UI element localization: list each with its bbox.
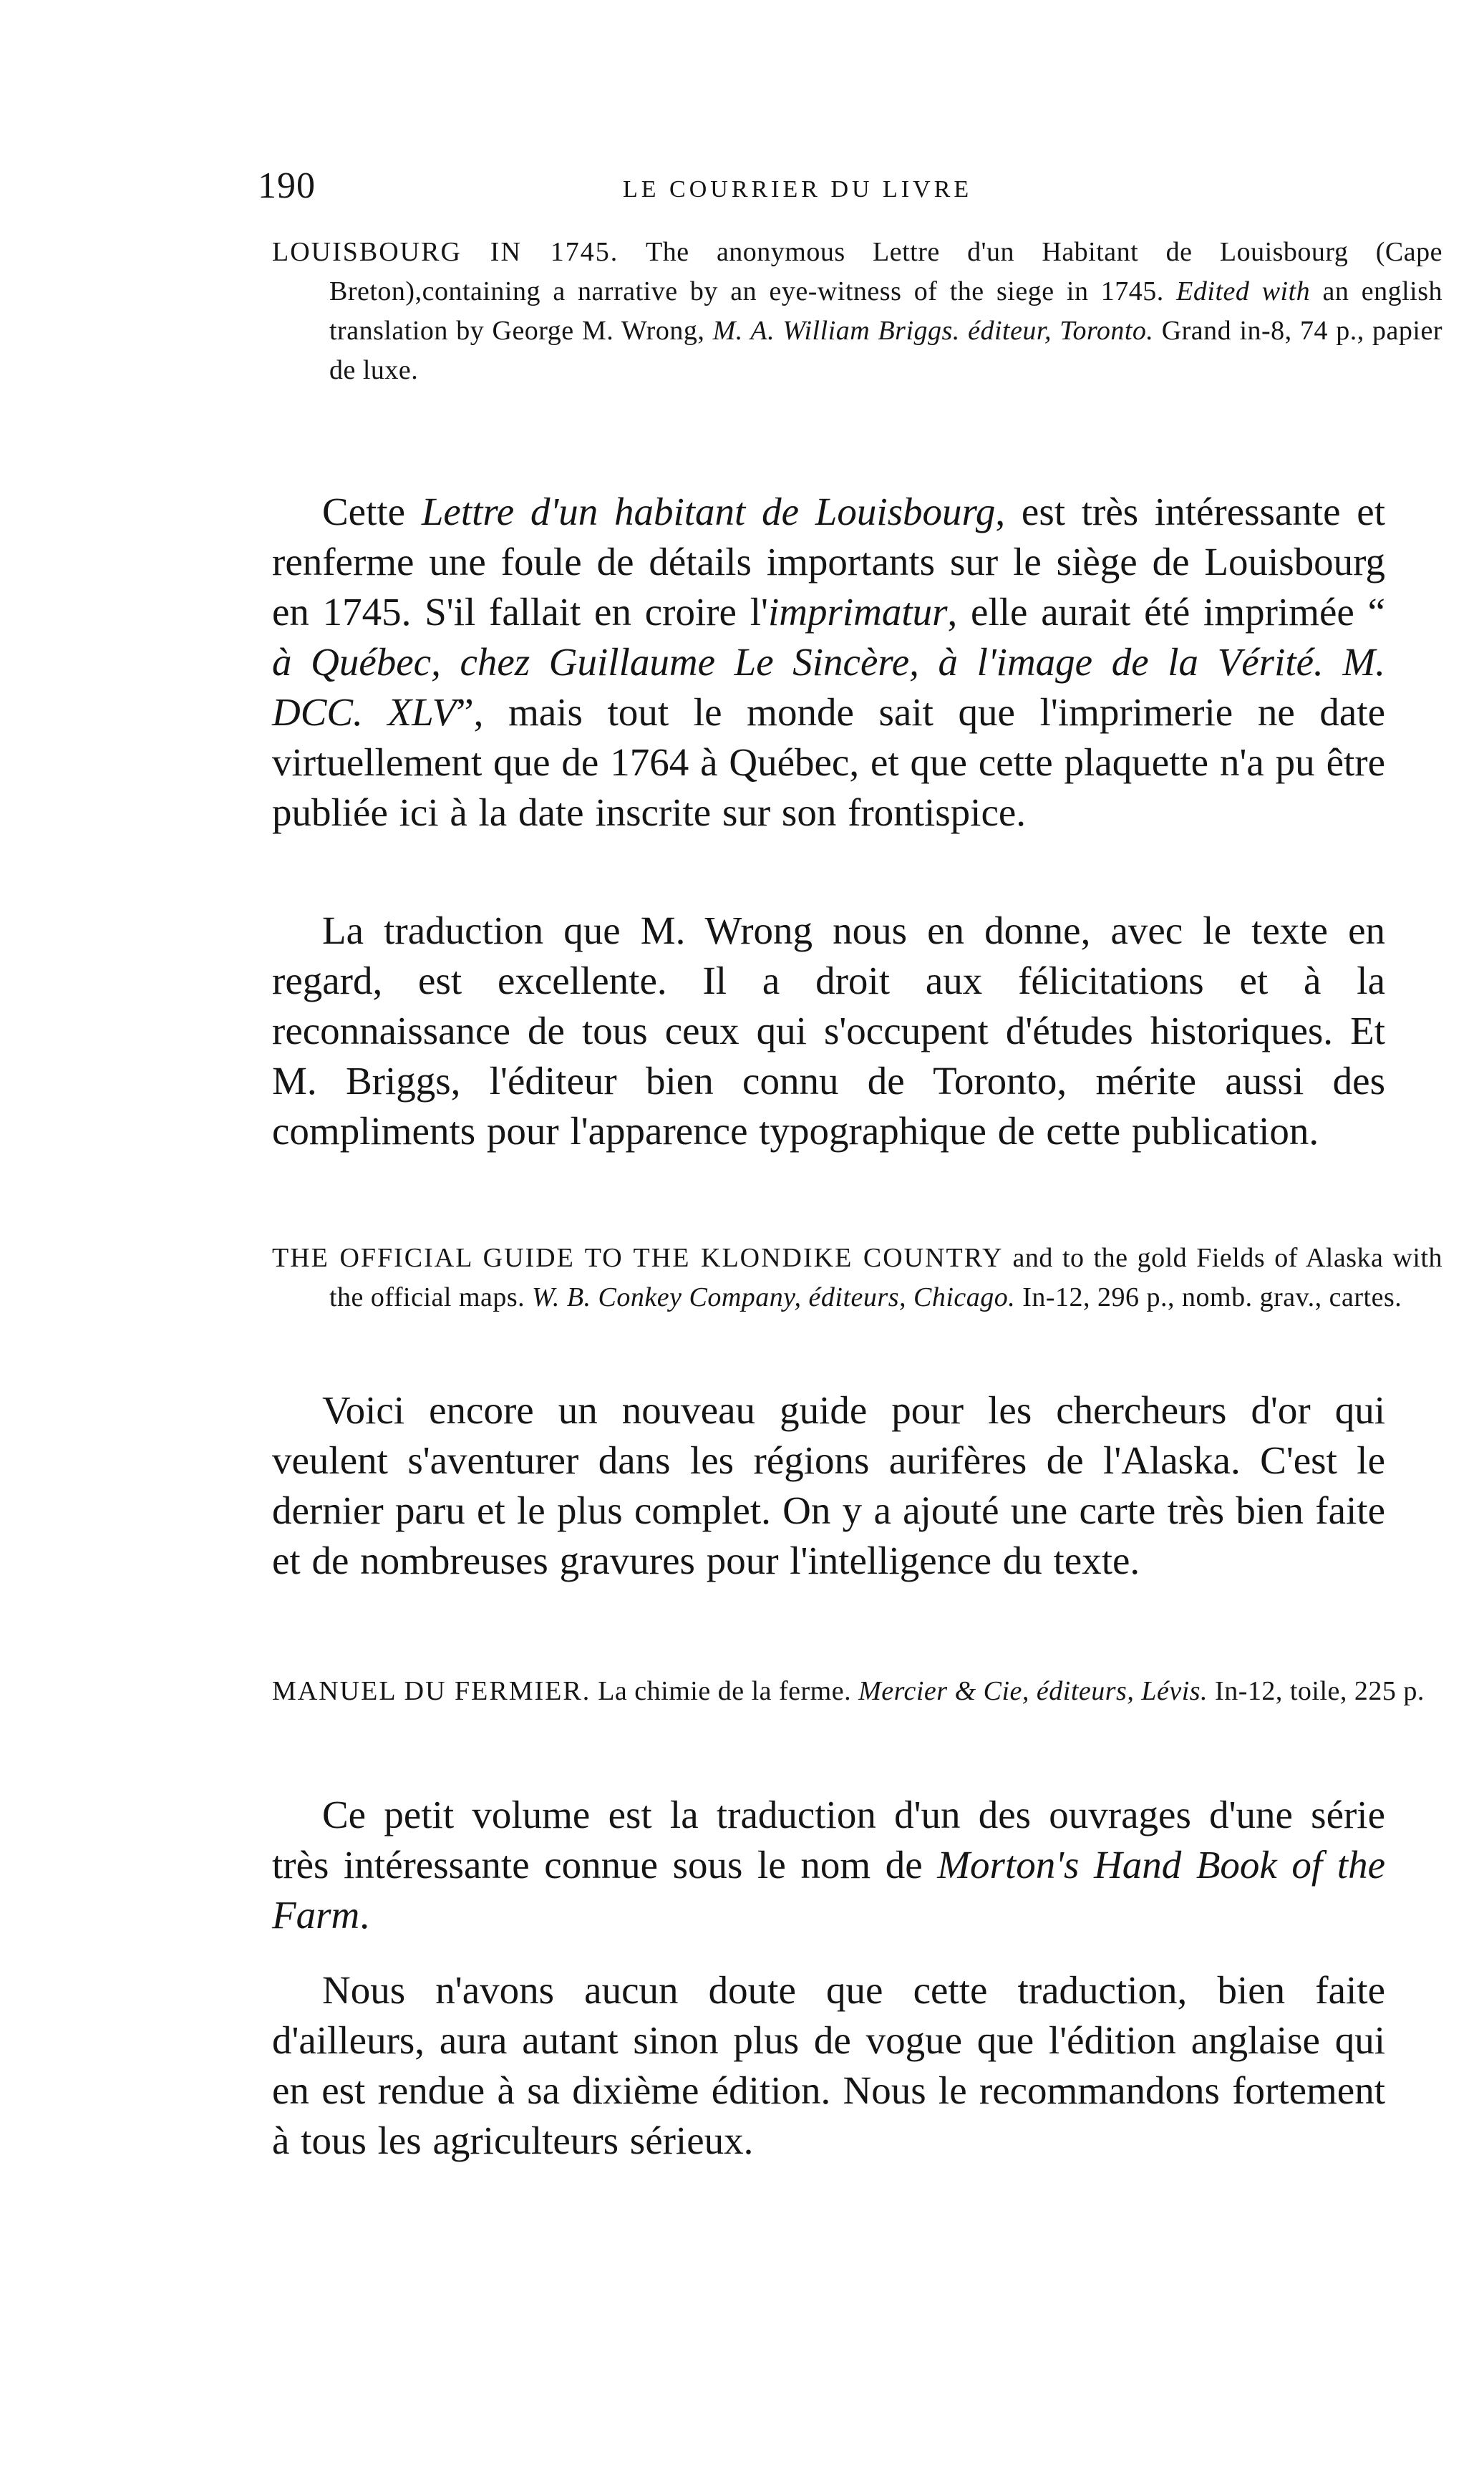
paragraph-italic: Morton's Hand Book of the Farm (272, 1843, 1385, 1937)
running-head (258, 161, 1389, 218)
entry-italic: Edited with (1176, 276, 1311, 306)
paragraph-text: Ce petit volume est la traduction d'un des ouvrages d'une série très intéressante connue sous le nom de (272, 1793, 1385, 1887)
entry-text: Grand in-8, 74 p., papier de luxe. (329, 316, 1442, 385)
paragraph-text: . (359, 1893, 369, 1937)
page-number: 190 (258, 165, 316, 206)
entry-publisher: Mercier & Cie, éditeurs, Lévis. (858, 1676, 1208, 1706)
review-paragraph (272, 1965, 1385, 2166)
review-paragraph (272, 906, 1385, 1156)
entry-heading: THE OFFICIAL GUIDE TO THE KLONDIKE COUNTRY (272, 1243, 1004, 1273)
entry-publisher: M. A. William Briggs. éditeur, Toronto. (712, 316, 1154, 346)
paragraph-italic: à Québec, chez Guillaume Le Sincère, à l'image de la Vérité. M. DCC. XLV (272, 640, 1385, 734)
review-paragraph (272, 487, 1385, 838)
paragraph-text: ”, mais tout le monde sait que l'imprimerie ne date virtuellement que de 1764 à Québec, et que cette plaquette n'a pu être publiée ici à la date inscrite sur son frontispice. (272, 690, 1386, 834)
entry-text: and to the gold Fields of Alaska with the official maps. (329, 1243, 1442, 1312)
running-title: LE COURRIER DU LIVRE (623, 176, 973, 203)
paragraph-text: , est très intéressante et renferme une foule de détails importants sur le siège de Louisbourg en 1745. S'il fallait en croire l' (272, 490, 1386, 634)
entry-text: La chimie de la ferme. (591, 1676, 859, 1706)
entry-publisher: W. B. Conkey Company, éditeurs, Chicago. (532, 1282, 1016, 1312)
paragraph-text: Cette (322, 490, 422, 533)
paragraph-text: Nous n'avons aucun doute que cette traduction, bien faite d'ailleurs, aura autant sinon plus de vogue que l'édition anglaise qui en est rendue à sa dixième édition. Nous le recommandons fortement à tous les agriculteurs sérieux. (272, 1968, 1385, 2162)
bibliographic-entry-manuel (272, 1672, 1442, 1711)
paragraph-italic: imprimatur (767, 590, 948, 634)
bibliographic-entry-louisbourg (272, 233, 1442, 390)
bibliographic-entry-klondike (272, 1239, 1442, 1317)
review-paragraph (272, 1790, 1385, 1940)
paragraph-text: La traduction que M. Wrong nous en donne, avec le texte en regard, est excellente. Il a droit aux félicitations et à la reconnaissance de tous ceux qui s'occupent d'études historiques. Et M. Briggs, l'éditeur bien connu de Toronto, mérite aussi des compliments pour l'apparence typographique de cette publication. (272, 909, 1385, 1153)
entry-text: In-12, 296 p., nomb. grav., cartes. (1015, 1282, 1402, 1312)
paragraph-italic: Lettre d'un habitant de Louisbourg (421, 490, 996, 533)
entry-text: an english translation by George M. Wrong, (329, 276, 1443, 346)
entry-text: The anonymous Lettre d'un Habitant de Louisbourg (Cape Breton),containing a narrative by an eye-witness of the siege in 1745. (329, 237, 1443, 306)
entry-heading: LOUISBOURG IN 1745. (272, 237, 619, 267)
paragraph-text: , elle aurait été imprimée “ (947, 590, 1385, 634)
paragraph-text: Voici encore un nouveau guide pour les chercheurs d'or qui veulent s'aventurer dans les régions aurifères de l'Alaska. C'est le dernier paru et le plus complet. On y a ajouté une carte très bien faite et de nombreuses gravures pour l'intelligence du texte. (272, 1388, 1385, 1582)
entry-text: In-12, toile, 225 p. (1208, 1676, 1425, 1706)
review-paragraph (272, 1385, 1385, 1586)
entry-heading: MANUEL DU FERMIER. (272, 1676, 591, 1706)
